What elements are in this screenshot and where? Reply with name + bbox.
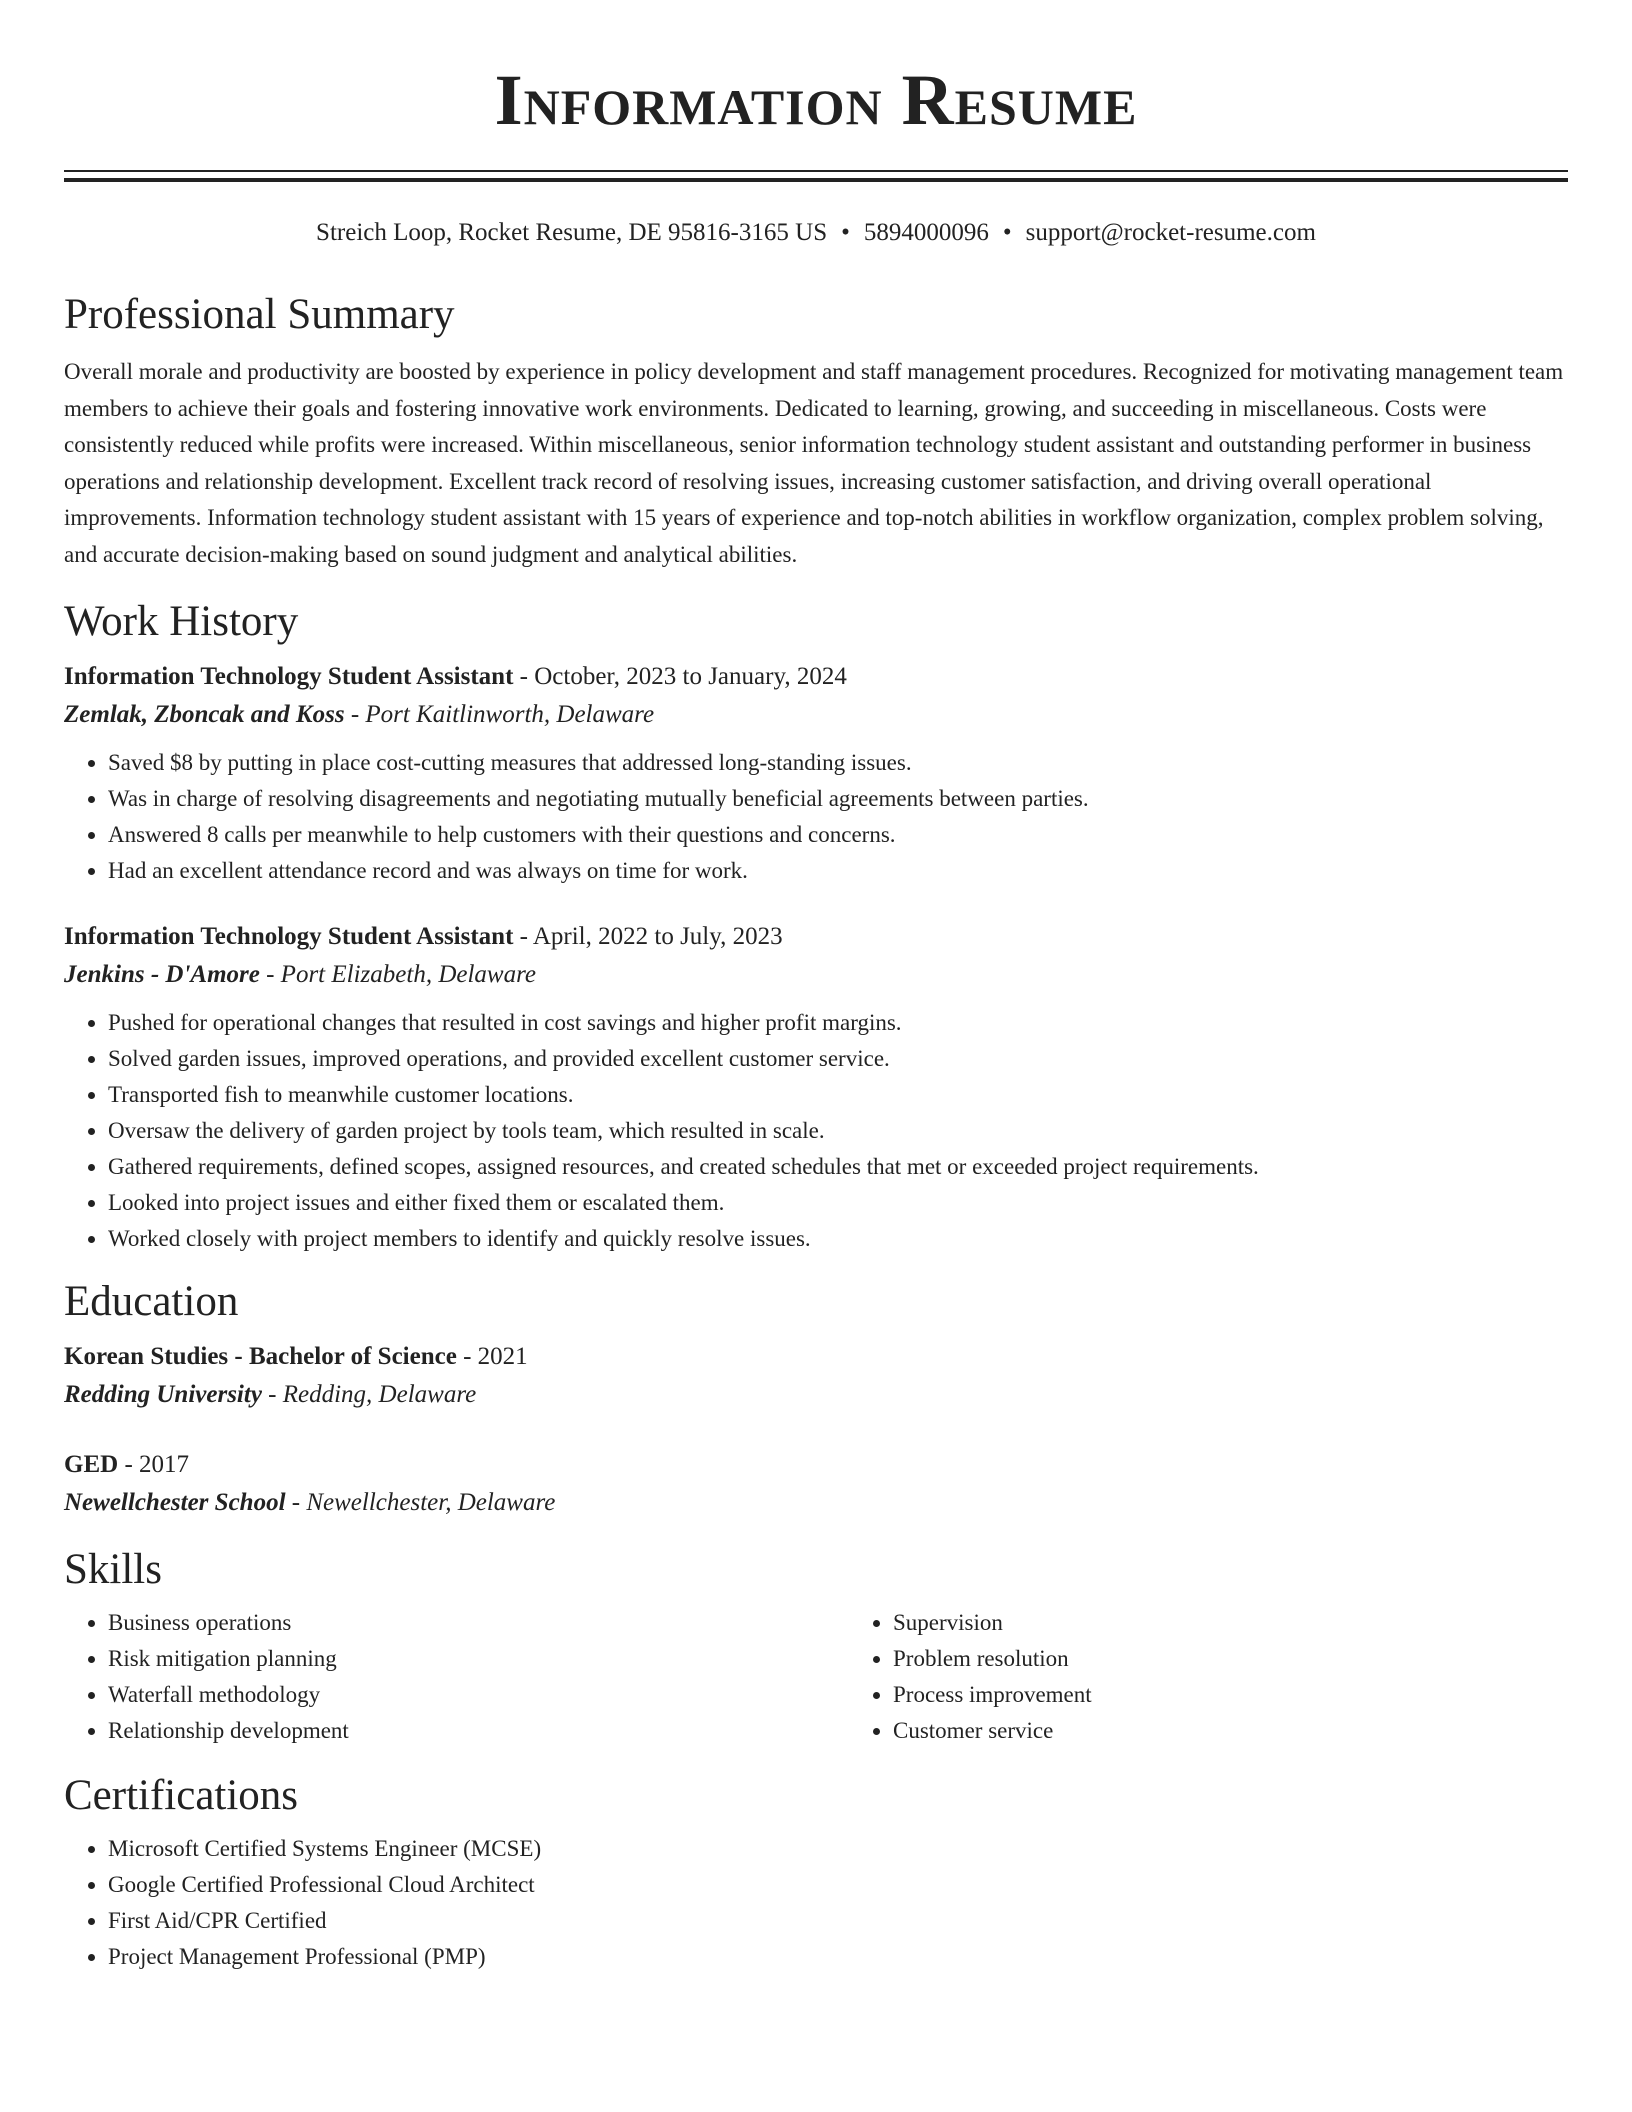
- contact-separator: •: [1002, 219, 1012, 246]
- education-location: - Redding, Delaware: [261, 1381, 477, 1408]
- certifications-list: [64, 1831, 1568, 1975]
- job-bullet: • Transported fish to meanwhile customer locations.: [108, 1077, 1568, 1113]
- resume-content: [64, 0, 1568, 1975]
- job-bullet: • Worked closely with project members to identify and quickly resolve issues.: [108, 1221, 1568, 1257]
- job-bullet-list: [64, 745, 1568, 889]
- skill-item: • Process improvement: [893, 1677, 1632, 1713]
- skill-item: • Relationship development: [108, 1713, 849, 1749]
- education-degree: Korean Studies - Bachelor of Science: [64, 1343, 457, 1370]
- education-year: - 2021: [456, 1343, 528, 1370]
- certification-item: • Google Certified Professional Cloud Architect: [108, 1867, 1568, 1903]
- job-bullet: • Had an excellent attendance record and was always on time for work.: [108, 853, 1568, 889]
- skill-item: • Customer service: [893, 1713, 1632, 1749]
- job-bullet: • Gathered requirements, defined scopes, assigned resources, and created schedules that met or exceeded project requirements.: [108, 1149, 1568, 1185]
- contact-phone: 5894000096: [863, 219, 989, 246]
- job-entry: [64, 659, 1568, 889]
- certification-item: • Microsoft Certified Systems Engineer (MCSE): [108, 1831, 1568, 1867]
- job-header: [64, 919, 1568, 955]
- job-employer: [64, 955, 1568, 995]
- job-bullet-list: [64, 1005, 1568, 1257]
- job-location: - Port Kaitlinworth, Delaware: [344, 701, 655, 728]
- skills-list-left: [64, 1605, 849, 1749]
- education-location: - Newellchester, Delaware: [285, 1489, 556, 1516]
- section-heading-skills: Skills: [64, 1546, 162, 1593]
- section-heading-certifications: Certifications: [64, 1772, 299, 1819]
- job-header: [64, 659, 1568, 695]
- certification-item: • First Aid/CPR Certified: [108, 1903, 1568, 1939]
- header-rule-thick: [64, 178, 1568, 182]
- education-school: Redding University: [64, 1381, 262, 1408]
- contact-address: Streich Loop, Rocket Resume, DE 95816-3165 US: [316, 219, 828, 246]
- education-header: [64, 1447, 1568, 1483]
- job-location: - Port Elizabeth, Delaware: [259, 961, 536, 988]
- section-heading-summary: Professional Summary: [64, 291, 455, 338]
- job-company: Jenkins - D'Amore: [64, 961, 260, 988]
- summary-text: Overall morale and productivity are boosted by experience in policy development and staff management procedures. Recognized for motivating management team members to achieve their goals and fostering innovative work environments. Dedicated to learning, growing, and succeeding in miscellaneous. Costs were consistently reduced while profits were increased. Within miscellaneous, senior information technology student assistant and outstanding performer in business operations and relationship development. Excellent track record of resolving issues, increasing customer satisfaction, and driving overall operational improvements. Information technology student assistant with 15 years of experience and top-notch abilities in workflow organization, complex problem solving, and accurate decision-making based on sound judgment and analytical abilities.: [64, 359, 1564, 567]
- job-bullet: • Solved garden issues, improved operations, and provided excellent customer service.: [108, 1041, 1568, 1077]
- contact-separator: •: [841, 219, 850, 246]
- contact-line: [64, 216, 1568, 250]
- education-degree: GED: [64, 1451, 119, 1478]
- education-header: [64, 1339, 1568, 1375]
- skills-list-right: [849, 1605, 1632, 1749]
- header-rule-thin: [64, 170, 1568, 172]
- job-bullet: • Saved $8 by putting in place cost-cutting measures that addressed long-standing issues.: [108, 745, 1568, 781]
- certification-item: • Project Management Professional (PMP): [108, 1939, 1568, 1975]
- education-school: Newellchester School: [64, 1489, 286, 1516]
- job-title: Information Technology Student Assistant: [64, 923, 514, 950]
- job-bullet: • Oversaw the delivery of garden project by tools team, which resulted in scale.: [108, 1113, 1568, 1149]
- skill-item: • Supervision: [893, 1605, 1632, 1641]
- job-employer: [64, 695, 1568, 735]
- skill-item: • Risk mitigation planning: [108, 1641, 849, 1677]
- job-bullet: • Pushed for operational changes that resulted in cost savings and higher profit margins.: [108, 1005, 1568, 1041]
- section-heading-education: Education: [64, 1278, 239, 1325]
- job-bullet: • Looked into project issues and either fixed them or escalated them.: [108, 1185, 1568, 1221]
- education-year: - 2017: [118, 1451, 190, 1478]
- education-school-line: [64, 1375, 1568, 1415]
- job-title: Information Technology Student Assistant: [64, 663, 514, 690]
- job-dates: - April, 2022 to July, 2023: [513, 923, 783, 950]
- education-entry: [64, 1339, 1568, 1415]
- job-company: Zemlak, Zboncak and Koss: [64, 701, 345, 728]
- skills-grid: [64, 1605, 1568, 1749]
- skill-item: • Waterfall methodology: [108, 1677, 849, 1713]
- resume-title: Information Resume: [494, 60, 1138, 140]
- job-bullet: • Was in charge of resolving disagreements and negotiating mutually beneficial agreements between parties.: [108, 781, 1568, 817]
- education-school-line: [64, 1483, 1568, 1523]
- job-entry: [64, 919, 1568, 1257]
- skill-item: • Business operations: [108, 1605, 849, 1641]
- section-heading-work-history: Work History: [64, 598, 299, 645]
- skill-item: • Problem resolution: [893, 1641, 1632, 1677]
- job-dates: - October, 2023 to January, 2024: [513, 663, 847, 690]
- contact-email: support@rocket-resume.com: [1025, 219, 1316, 246]
- education-entry: [64, 1447, 1568, 1523]
- job-bullet: • Answered 8 calls per meanwhile to help customers with their questions and concerns.: [108, 817, 1568, 853]
